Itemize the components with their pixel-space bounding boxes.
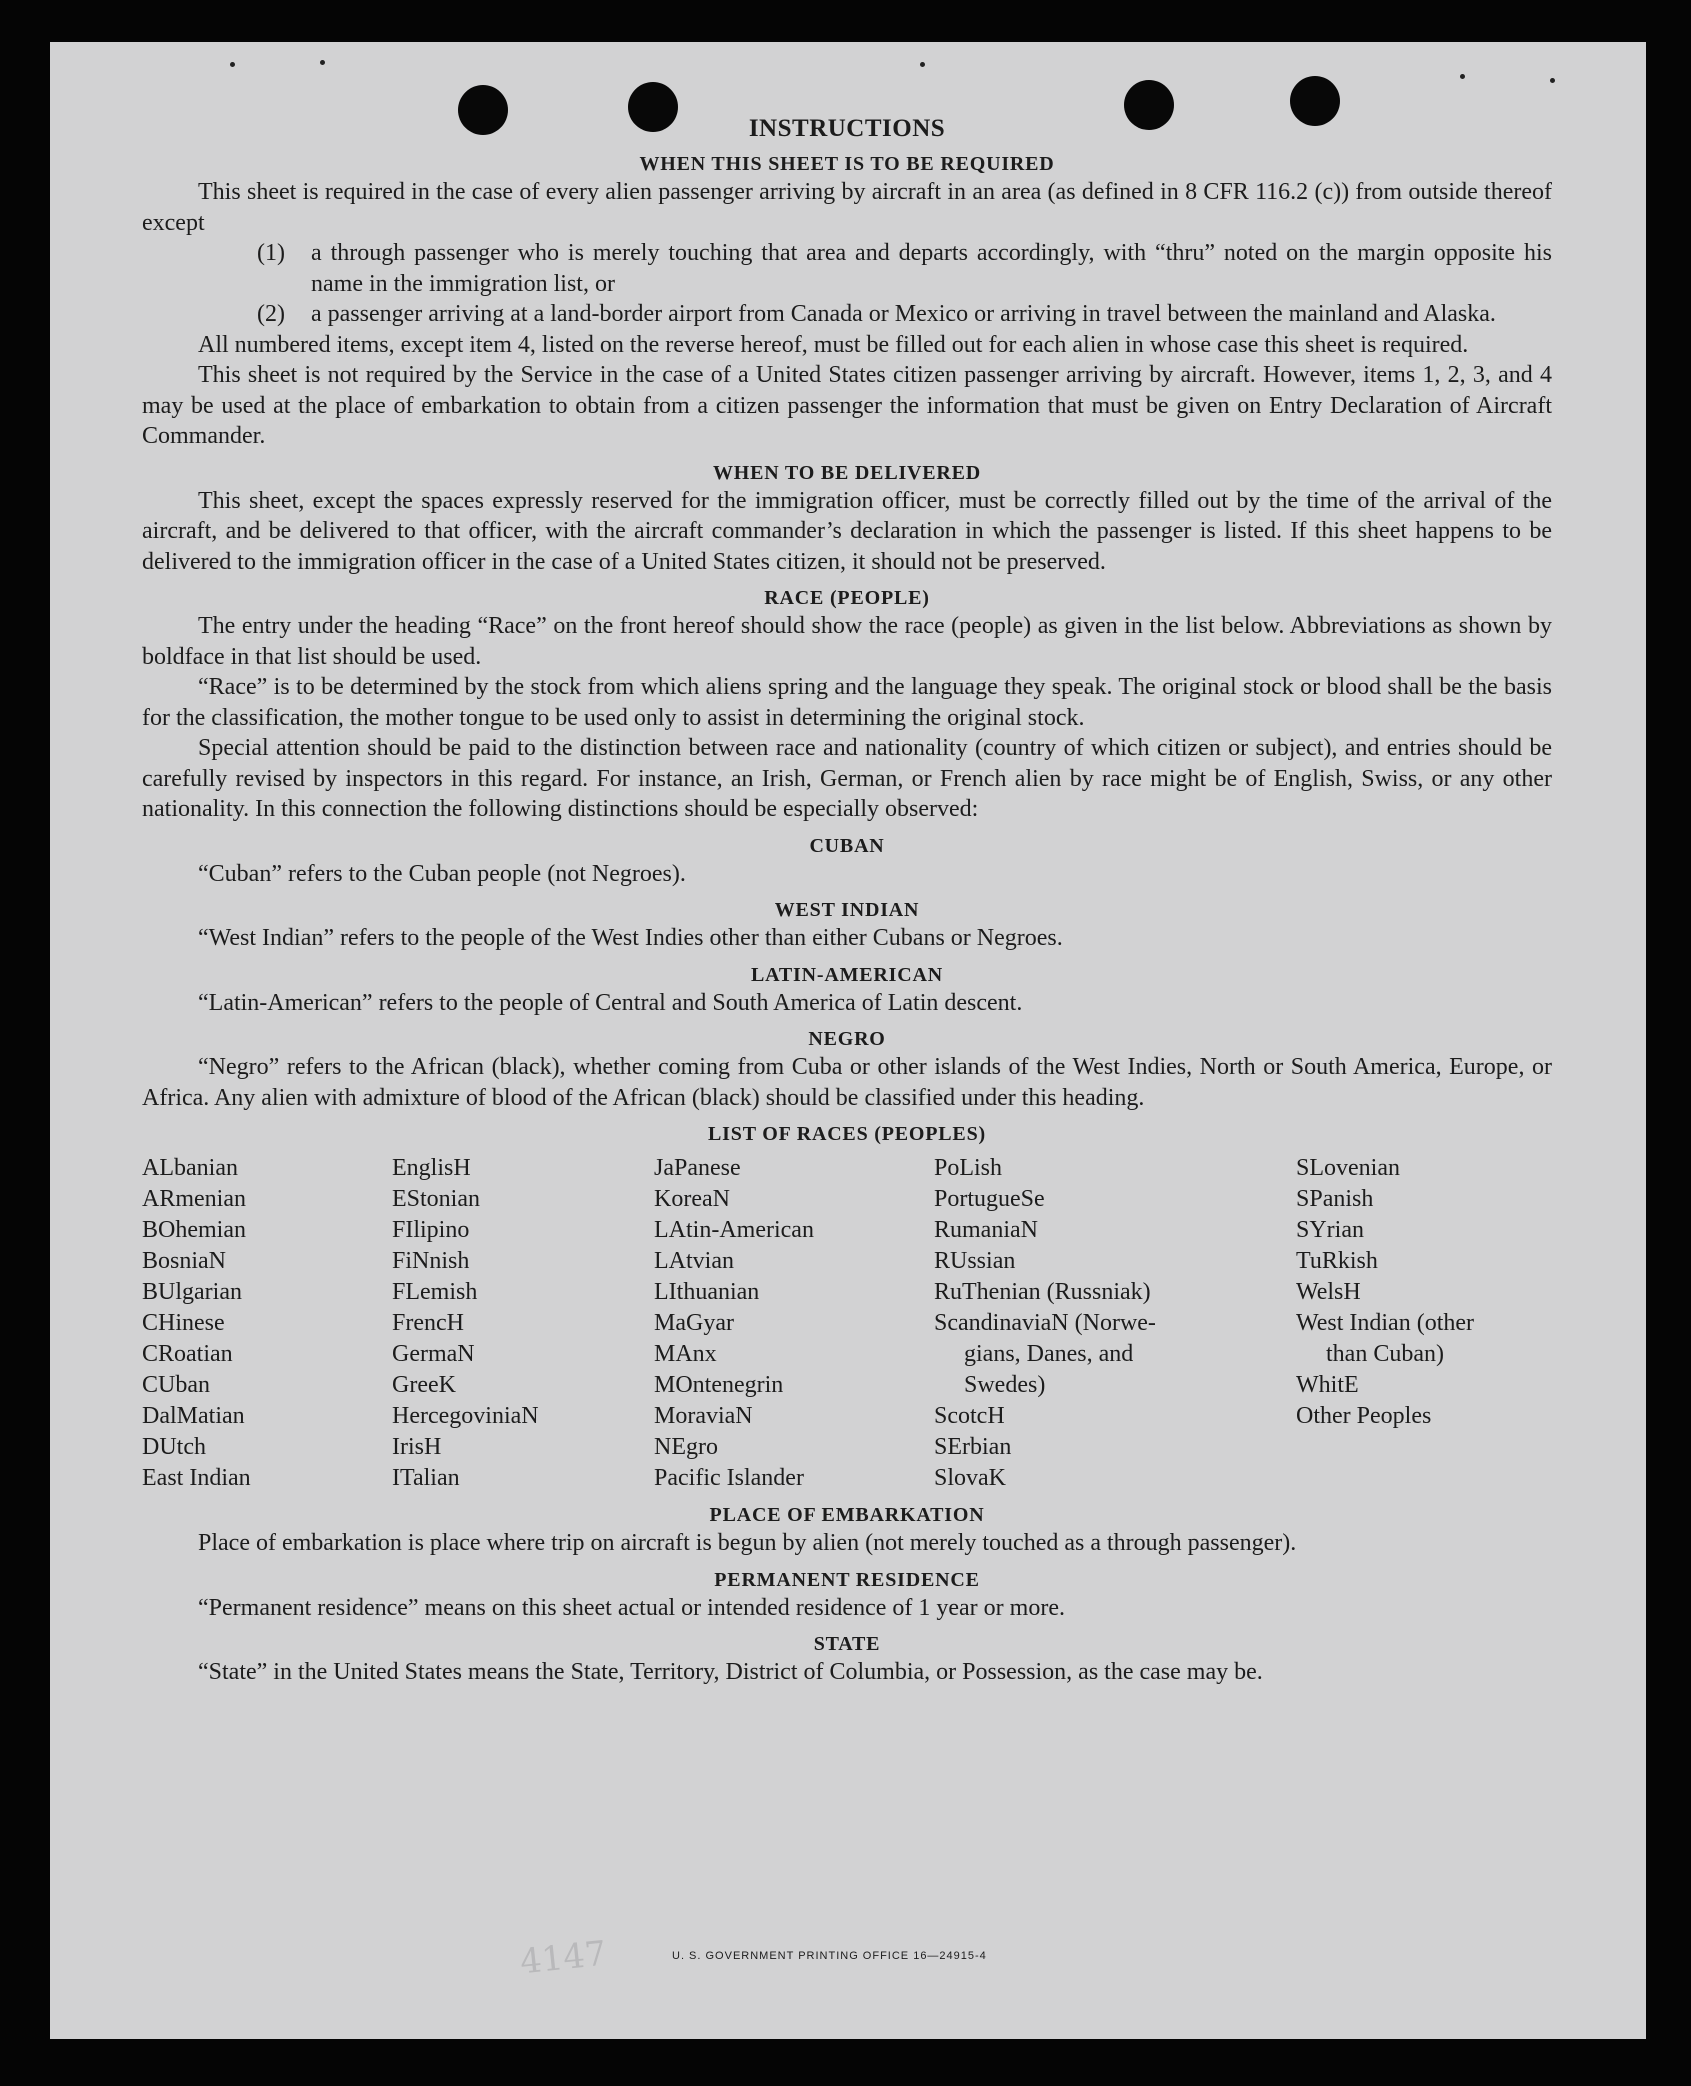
race-item: CUban [142, 1372, 210, 1398]
paragraph: All numbered items, except item 4, listed on the reverse hereof, must be filled out for each alien in whose case this sheet is required. [198, 331, 1469, 358]
race-item: RuThenian (Russniak) [934, 1279, 1151, 1305]
item-text: a passenger arriving at a land-border airport from Canada or Mexico or arriving in travel between the mainland and Alaska. [311, 301, 1496, 327]
paragraph: Special attention should be paid to the distinction between race and nationality (country of which citizen or subject), and entries should be carefully revised by inspectors in this regard. For instance, an Irish, German, or French alien by race might be of English, Swiss, or any other nationality. In this connection the following distinctions should be especially observed: [142, 735, 1552, 822]
race-item: JaPanese [654, 1155, 741, 1181]
race-item: BUlgarian [142, 1279, 242, 1305]
printer-footer: U. S. GOVERNMENT PRINTING OFFICE 16—24915-4 [672, 1950, 987, 1962]
race-item: NEgro [654, 1434, 718, 1460]
race-item: PoLish [934, 1155, 1003, 1181]
race-item: WhitE [1296, 1372, 1359, 1398]
race-item: RumaniaN [934, 1217, 1038, 1243]
race-item: WelsH [1296, 1279, 1361, 1305]
section-heading: WEST INDIAN [774, 899, 920, 921]
handwritten-note: 4147 [518, 1933, 609, 1983]
race-item: SErbian [934, 1434, 1012, 1460]
item-number: (2) [257, 301, 285, 327]
list-item [257, 299, 1552, 330]
section-heading: PERMANENT RESIDENCE [714, 1568, 980, 1591]
speck [1460, 74, 1465, 79]
paragraph: “Negro” refers to the African (black), whether coming from Cuba or other islands of the West Indies, North or South America, Europe, or Africa. Any alien with admixture of blood of the African (black) should be classified under this heading. [142, 1054, 1552, 1111]
race-item: GreeK [392, 1372, 456, 1398]
race-item: GermaN [392, 1341, 475, 1367]
race-item: CHinese [142, 1310, 225, 1336]
race-item: than Cuban) [1326, 1341, 1444, 1367]
race-item: LAtvian [654, 1248, 734, 1274]
race-item: HercegoviniaN [392, 1403, 539, 1429]
race-item: PortugueSe [934, 1186, 1045, 1212]
paragraph: Place of embarkation is place where trip on aircraft is begun by alien (not merely touched as a through passenger). [198, 1530, 1297, 1556]
race-item: DUtch [142, 1434, 206, 1460]
race-item: LAtin-American [654, 1217, 814, 1243]
speck [320, 60, 325, 65]
race-item: ScotcH [934, 1403, 1005, 1429]
race-item: RUssian [934, 1248, 1016, 1274]
race-column [392, 1153, 654, 1494]
paragraph: This sheet, except the spaces expressly reserved for the immigration officer, must be correctly filled out by the time of the arrival of the aircraft, and be delivered to that officer, with the aircraft commander’s declaration in which the passenger is listed. If this sheet happens to be delivered to the immigration officer in the case of a United States citizen, it should not be preserved. [142, 487, 1552, 575]
race-item: SLovenian [1296, 1155, 1400, 1181]
race-item: TuRkish [1296, 1248, 1378, 1274]
section-heading: PLACE OF EMBARKATION [709, 1504, 985, 1526]
race-item: FLemish [392, 1279, 478, 1305]
race-item: MaGyar [654, 1310, 734, 1336]
race-item: BOhemian [142, 1217, 246, 1243]
paragraph: “Latin-American” refers to the people of Central and South America of Latin descent. [198, 989, 1023, 1016]
race-item: FIlipino [392, 1217, 470, 1243]
section-heading: RACE (PEOPLE) [764, 587, 930, 609]
race-item: DalMatian [142, 1403, 245, 1429]
race-column [654, 1153, 934, 1494]
instructions-content [142, 115, 1552, 1688]
race-item: SlovaK [934, 1465, 1006, 1491]
race-item: FiNnish [392, 1248, 470, 1274]
race-item: LIthuanian [654, 1279, 760, 1305]
race-column [934, 1153, 1296, 1494]
race-column [142, 1153, 392, 1494]
paragraph: “State” in the United States means the State, Territory, District of Columbia, or Possession, as the case may be. [198, 1659, 1263, 1685]
race-item: EnglisH [392, 1155, 471, 1181]
race-item: West Indian (other [1296, 1310, 1475, 1336]
item-text: a through passenger who is merely touching that area and departs accordingly, with “thru” noted on the margin opposite his name in the immigration list, or [311, 240, 1552, 297]
paragraph: “Permanent residence” means on this sheet actual or intended residence of 1 year or more. [198, 1594, 1065, 1621]
race-item: Other Peoples [1296, 1403, 1432, 1429]
section-heading: WHEN TO BE DELIVERED [712, 461, 982, 484]
race-item: IrisH [392, 1434, 442, 1460]
section-heading: LIST OF RACES (PEOPLES) [708, 1123, 986, 1145]
race-item: FrencH [392, 1310, 464, 1336]
speck [230, 62, 235, 67]
race-item: SPanish [1296, 1186, 1374, 1212]
section-heading: LATIN-AMERICAN [751, 963, 943, 986]
race-item: ALbanian [142, 1155, 238, 1181]
paragraph: “Cuban” refers to the Cuban people (not Negroes). [198, 860, 686, 887]
paragraph: This sheet is not required by the Service in the case of a United States citizen passenger arriving by aircraft. However, items 1, 2, 3, and 4 may be used at the place of embarkation to obtain from a citizen passenger the information that must be given on Entry Declaration of Aircraft Commander. [142, 362, 1552, 449]
race-item: gians, Danes, and [964, 1341, 1134, 1367]
speck [920, 62, 925, 67]
paragraph: “West Indian” refers to the people of the West Indies other than either Cubans or Negroes. [198, 925, 1063, 951]
page-title: INSTRUCTIONS [748, 115, 946, 142]
race-item: East Indian [142, 1465, 251, 1491]
race-item: SYrian [1296, 1217, 1364, 1243]
race-item: Pacific Islander [654, 1465, 804, 1491]
race-column [1296, 1153, 1552, 1494]
race-item: ARmenian [142, 1186, 246, 1212]
race-item: CRoatian [142, 1341, 233, 1367]
race-item: EStonian [392, 1186, 480, 1212]
paragraph: The entry under the heading “Race” on the front hereof should show the race (people) as given in the list below. Abbreviations as shown by boldface in that list should be used. [142, 613, 1552, 670]
section-heading: NEGRO [808, 1028, 886, 1050]
paragraph: “Race” is to be determined by the stock from which aliens spring and the language they speak. The original stock or blood shall be the basis for the classification, the mother tongue to be used only to assist in determining the original stock. [142, 674, 1552, 731]
race-item: BosniaN [142, 1248, 226, 1274]
item-number: (1) [257, 240, 285, 266]
race-item: KoreaN [654, 1186, 730, 1212]
list-item [257, 238, 1552, 299]
race-list [142, 1153, 1552, 1494]
race-item: Swedes) [964, 1372, 1046, 1398]
race-item: ScandinaviaN (Norwe- [934, 1310, 1156, 1336]
race-item: ITalian [392, 1465, 460, 1491]
race-item: MoraviaN [654, 1403, 753, 1429]
section-heading: WHEN THIS SHEET IS TO BE REQUIRED [639, 153, 1055, 175]
race-item: MOntenegrin [654, 1372, 784, 1398]
section-heading: STATE [813, 1633, 881, 1655]
speck [1550, 78, 1555, 83]
paragraph: This sheet is required in the case of every alien passenger arriving by aircraft in an area (as defined in 8 CFR 116.2 (c)) from outside thereof except [142, 179, 1552, 236]
race-item: MAnx [654, 1341, 717, 1367]
section-heading: CUBAN [809, 834, 885, 857]
